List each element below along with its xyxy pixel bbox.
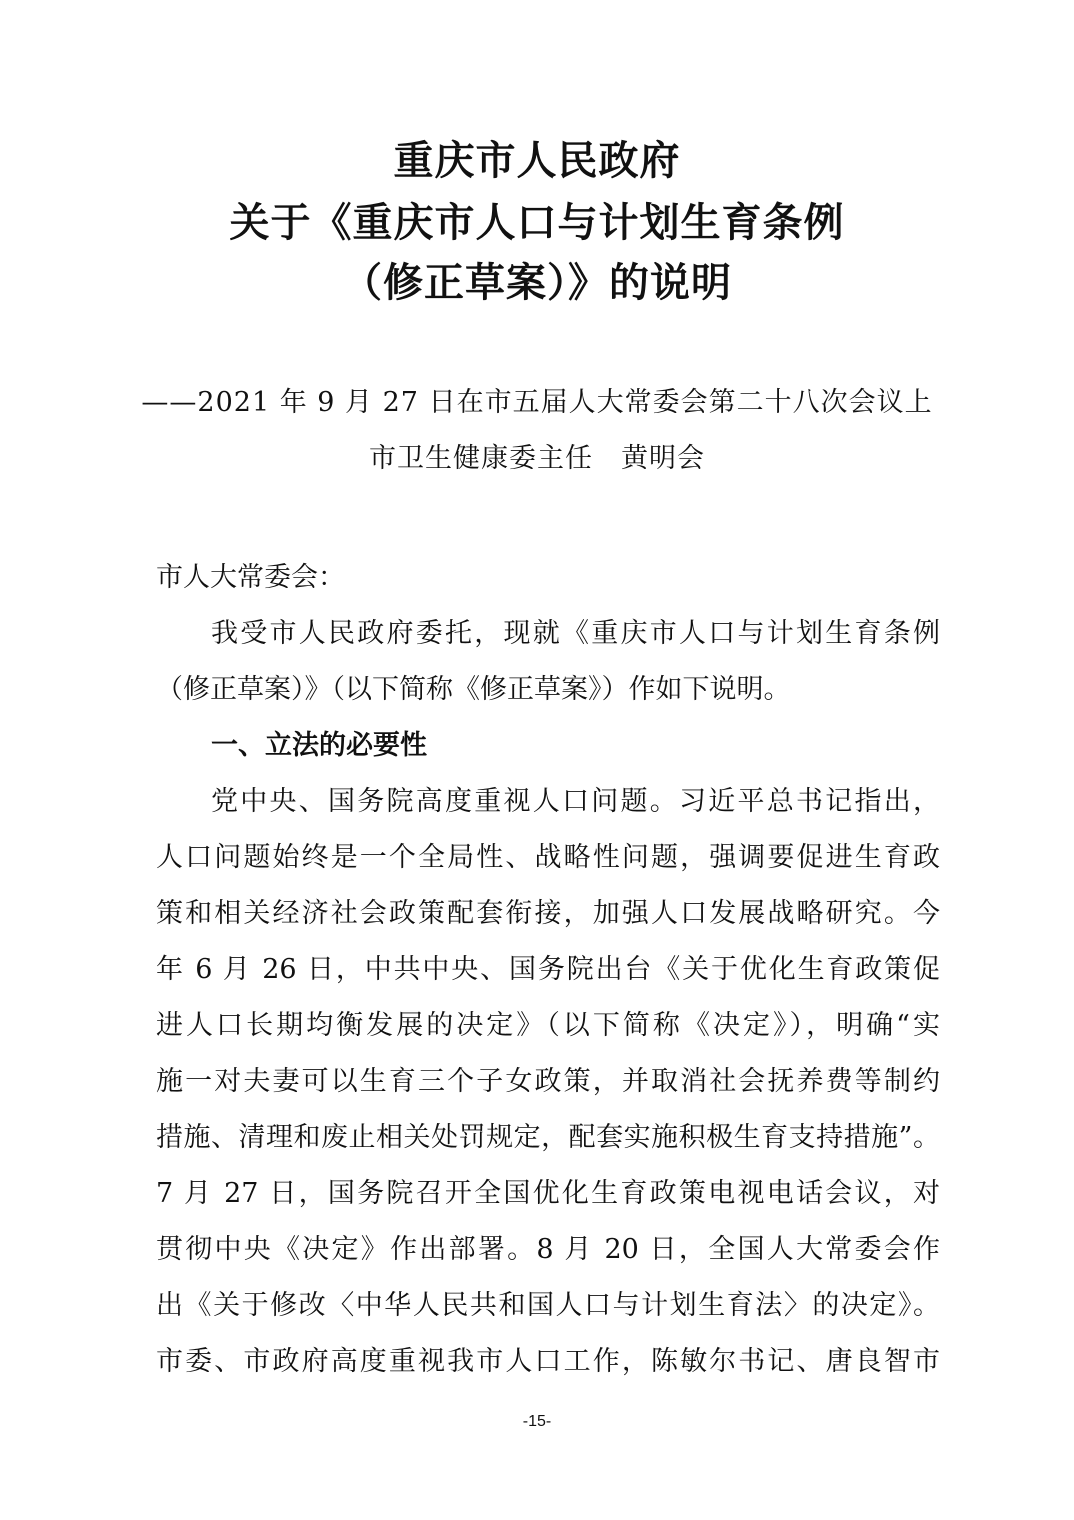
paragraph-line: 措施、清理和废止相关处罚规定，配套实施积极生育支持措施”。 xyxy=(156,1122,940,1153)
subtitle-speaker-line: 市卫生健康委主任 黄明会 xyxy=(369,443,705,474)
paragraph-line: 我受市人民政府委托，现就《重庆市人口与计划生育条例 xyxy=(211,618,940,649)
subtitle-meeting-line: ——2021 年 9 月 27 日在市五届人大常委会第二十八次会议上 xyxy=(141,387,933,418)
paragraph-line: 进人口长期均衡发展的决定》（以下简称《决定》），明确“实 xyxy=(156,1010,940,1041)
paragraph-line: 7 月 27 日，国务院召开全国优化生育政策电视电话会议，对 xyxy=(156,1178,940,1209)
document-title-line-1: 重庆市人民政府 xyxy=(393,138,681,184)
paragraph-line: 市委、市政府高度重视我市人口工作，陈敏尔书记、唐良智市 xyxy=(156,1346,940,1377)
paragraph-line: 人口问题始终是一个全局性、战略性问题，强调要促进生育政 xyxy=(156,842,940,873)
salutation: 市人大常委会： xyxy=(156,562,345,593)
paragraph-line: 党中央、国务院高度重视人口问题。习近平总书记指出， xyxy=(211,786,940,817)
paragraph-line: 年 6 月 26 日，中共中央、国务院出台《关于优化生育政策促 xyxy=(156,954,940,985)
document-title-line-3: （修正草案）》的说明 xyxy=(342,260,732,306)
paragraph-line: 策和相关经济社会政策配套衔接，加强人口发展战略研究。今 xyxy=(156,898,940,929)
paragraph-line: 出《关于修改〈中华人民共和国人口与计划生育法〉的决定》。 xyxy=(156,1290,940,1321)
section-heading: 一、立法的必要性 xyxy=(211,730,427,761)
document-title-line-2: 关于《重庆市人口与计划生育条例 xyxy=(229,200,845,246)
paragraph-line: （修正草案）》（以下简称《修正草案》）作如下说明。 xyxy=(156,674,791,705)
paragraph-line: 施一对夫妻可以生育三个子女政策，并取消社会抚养费等制约 xyxy=(156,1066,940,1097)
paragraph-line: 贯彻中央《决定》作出部署。8 月 20 日，全国人大常委会作 xyxy=(156,1234,940,1265)
page-number: -15- xyxy=(522,1413,552,1430)
